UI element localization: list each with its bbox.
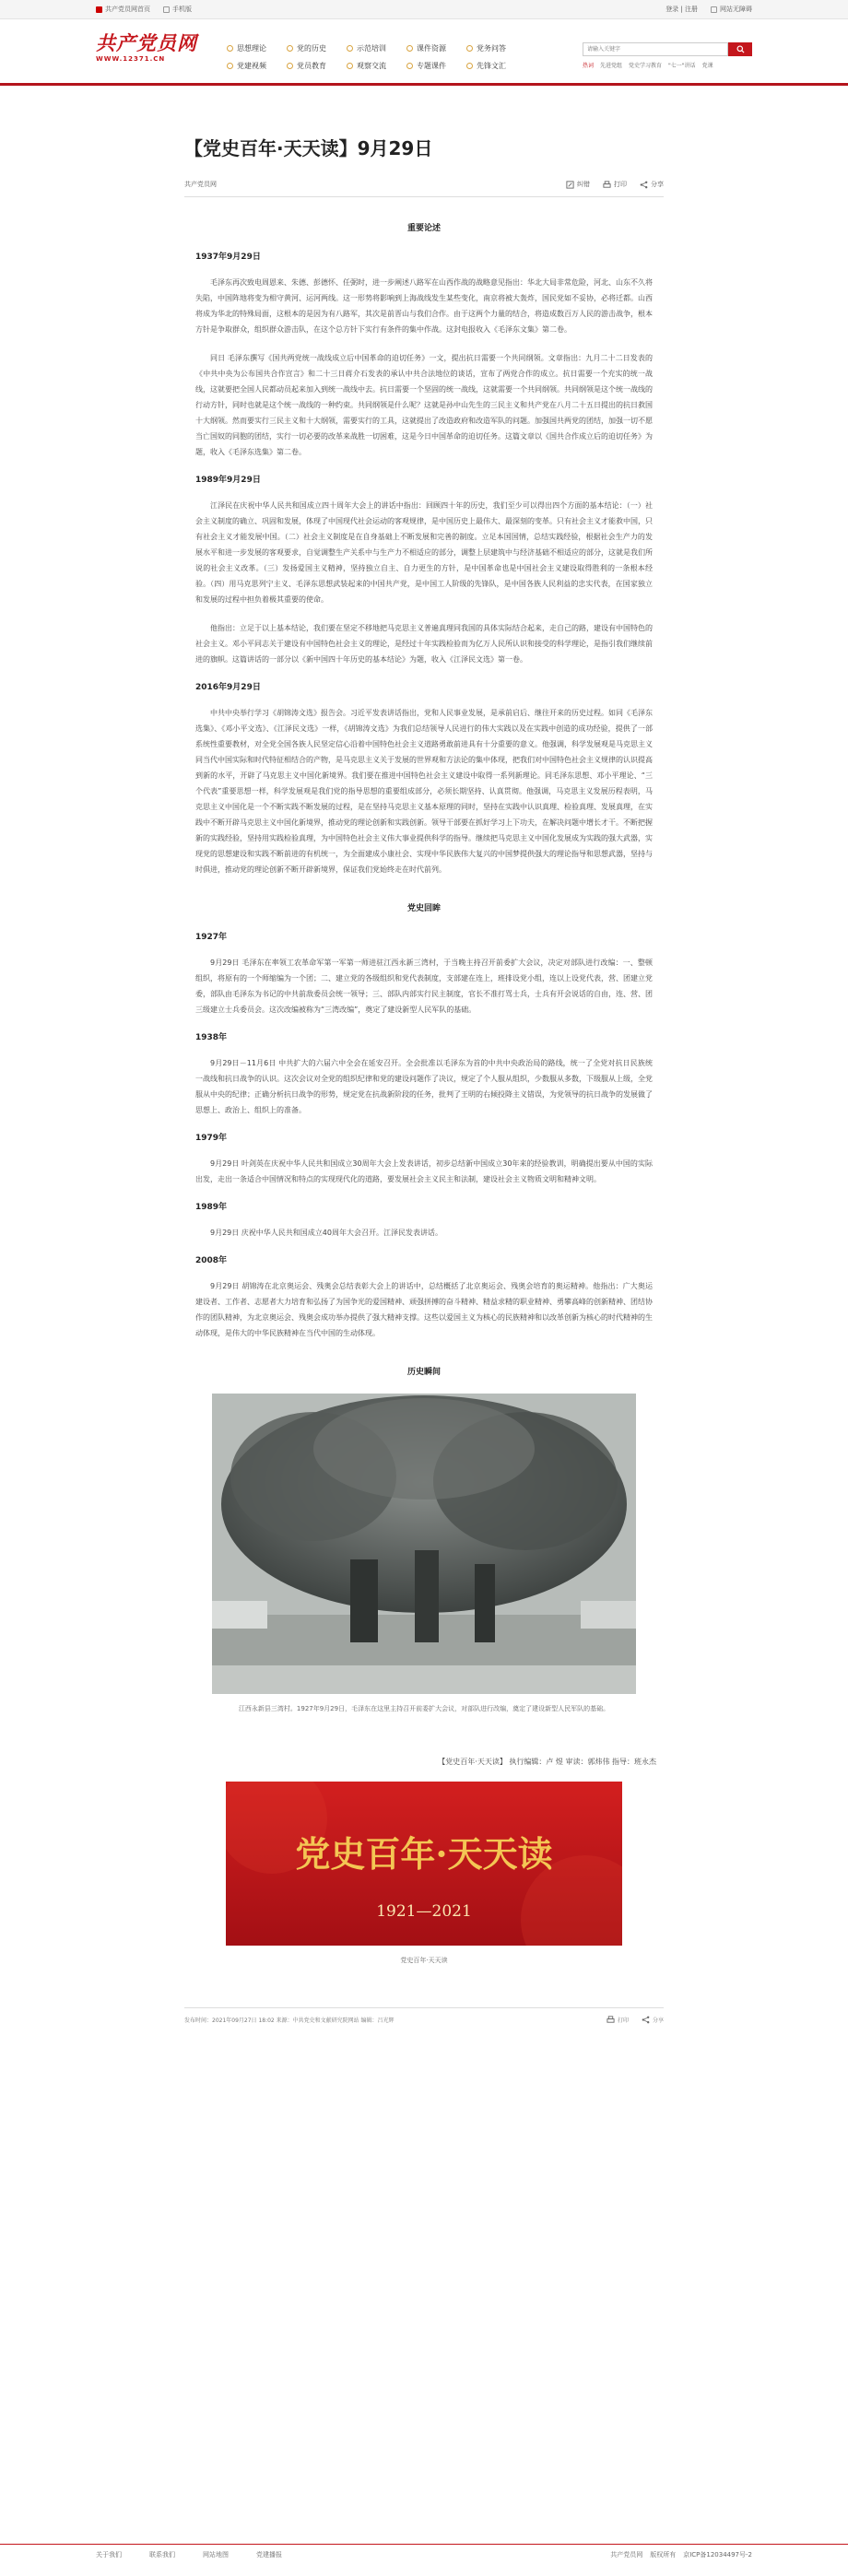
- mobile-link[interactable]: 手机版: [163, 5, 192, 14]
- home-icon: [96, 6, 102, 13]
- article-meta: [184, 180, 664, 197]
- section-heading: 重要论述: [406, 224, 441, 233]
- search-button[interactable]: [728, 42, 752, 56]
- accessibility-icon: [711, 6, 717, 13]
- nav-bullet-icon: [347, 63, 353, 69]
- article-source: 共产党员网: [184, 181, 217, 188]
- date-heading: 1989年9月29日: [195, 476, 261, 485]
- footer-icp[interactable]: 京ICP备12034497号-2: [683, 2551, 752, 2558]
- nav-item[interactable]: 思想理论: [227, 43, 266, 53]
- banner-years: 1921—2021: [376, 1902, 472, 1921]
- nav-bullet-icon: [406, 63, 413, 69]
- print-icon: [603, 181, 611, 189]
- share-button-bottom[interactable]: 分享: [642, 2016, 664, 2024]
- nav-bullet-icon: [227, 45, 233, 52]
- publish-info: 发布时间：2021年09月27日 18:02 来源：中共党史和文献研究院网站 编辑：吕光辉: [184, 2017, 395, 2024]
- nav-item[interactable]: 观察交流: [347, 61, 386, 71]
- search-box: [583, 42, 752, 69]
- mobile-icon: [163, 6, 170, 13]
- footer-link[interactable]: 联系我们: [149, 2551, 175, 2558]
- date-heading: 2008年: [195, 1256, 228, 1265]
- nav-item[interactable]: 课件资源: [406, 43, 446, 53]
- hot-word-link[interactable]: 先进党组: [600, 63, 623, 69]
- footer-link[interactable]: 关于我们: [96, 2551, 122, 2558]
- search-icon: [736, 45, 745, 53]
- editors-line: 【党史百年·天天读】 执行编辑：卢 煜 审读：郭炜伟 指导：班永杰: [438, 1758, 656, 1766]
- footer-copyright: 版权所有: [650, 2551, 677, 2558]
- top-bar: [0, 0, 848, 19]
- banner-caption: 党史百年·天天读: [400, 1957, 448, 1964]
- print-icon: [607, 2016, 615, 2024]
- date-heading: 1989年: [195, 1203, 228, 1212]
- hot-words: 热词 先进党组 党史学习教育 "七一"讲话 党课: [583, 63, 713, 69]
- search-input[interactable]: [583, 42, 728, 56]
- site-header: [0, 19, 848, 86]
- share-button[interactable]: 分享: [640, 180, 664, 189]
- hot-word-link[interactable]: "七一"讲话: [668, 63, 696, 69]
- nav-bullet-icon: [466, 63, 473, 69]
- correction-button[interactable]: 纠错: [566, 180, 590, 189]
- date-heading: 1938年: [195, 1033, 228, 1042]
- nav-item[interactable]: 先锋文汇: [466, 61, 506, 71]
- paragraph: 毛泽东再次致电周恩来、朱德、彭德怀、任弼时，进一步阐述八路军在山西作战的战略意见指出：华北大局非常危险，河北、山东不久将失陷，中国阵地将变为相守黄河、运河两线。这一形势将影响到上海战线发生某些变化，南京将被大轰炸，国民党如不妥协，必将迁都。山西将成为华北的特殊局面，这根本的是因为有八路军，其次是前晋山与我们合作。由于这两个力量的结合，将造成数百万人民的游击战争，根本方针是争取群众，组织群众游击队，在这个总方针下实行有条件的集中作战。这封电报收入《毛泽东文集》第二卷。: [195, 278, 653, 334]
- dangshi-banner: [226, 1782, 622, 1946]
- nav-bullet-icon: [227, 63, 233, 69]
- nav-bullet-icon: [466, 45, 473, 52]
- nav-bullet-icon: [287, 63, 293, 69]
- login-register-link[interactable]: 登录 | 注册: [665, 6, 698, 13]
- nav-bullet-icon: [347, 45, 353, 52]
- nav-item[interactable]: 党务问答: [466, 43, 506, 53]
- footer-site-name: 共产党员网: [610, 2551, 643, 2558]
- paragraph: 9月29日 胡锦涛在北京奥运会、残奥会总结表彰大会上的讲话中，总结概括了北京奥运会、残奥会培育的奥运精神。他指出：广大奥运建设者、工作者、志愿者大力培育和弘扬了为国争光的爱国精神、顽强拼搏的奋斗精神、精益求精的职业精神、勇攀高峰的创新精神、团结协作的团队精神，为北京奥运会、残奥会成功举办提供了强大精神支撑。这些以爱国主义为核心的民族精神和以改革创新为核心的时代精神的生动体现，是伟大的中华民族精神在当代中国的生动体现。: [195, 1282, 653, 1337]
- nav-bullet-icon: [287, 45, 293, 52]
- share-icon: [642, 2016, 650, 2024]
- section-heading: 历史瞬间: [406, 1368, 441, 1377]
- publish-info-bar: [184, 2007, 664, 2024]
- date-heading: 2016年9月29日: [195, 683, 261, 692]
- share-icon: [640, 181, 648, 189]
- accessibility-link[interactable]: 网站无障碍: [711, 5, 752, 14]
- nav-bullet-icon: [406, 45, 413, 52]
- footer-link[interactable]: 网站地图: [203, 2551, 229, 2558]
- date-heading: 1927年: [195, 933, 228, 942]
- nav-item[interactable]: 党的历史: [287, 43, 326, 53]
- home-link[interactable]: 共产党员网首页: [96, 5, 150, 14]
- paragraph: 9月29日 庆祝中华人民共和国成立40周年大会召开。江泽民发表讲话。: [210, 1229, 442, 1237]
- paragraph: 他指出：立足于以上基本结论，我们要在坚定不移地把马克思主义普遍真理同我国的具体实际结合起来，走自己的路，建设有中国特色的社会主义。邓小平同志关于建设有中国特色社会主义的理论，是经过十年实践检验而为亿万人民所认识和接受的科学理论，是指引我们继续前进的旗帜。这篇讲话的一部分以《新中国四十年历史的基本结论》为题，收入《江泽民文选》第一卷。: [195, 624, 653, 664]
- edit-icon: [566, 181, 574, 189]
- print-button[interactable]: 打印: [603, 180, 627, 189]
- article-title: 【党史百年·天天读】9月29日: [184, 137, 433, 159]
- banner-title: 党史百年·天天读: [295, 1833, 553, 1875]
- print-button-bottom[interactable]: 打印: [607, 2016, 629, 2024]
- nav-item[interactable]: 党建视频: [227, 61, 266, 71]
- nav-item[interactable]: 示范培训: [347, 43, 386, 53]
- nav-item[interactable]: 党员教育: [287, 61, 326, 71]
- site-footer: [0, 2544, 848, 2576]
- section-heading: 党史回眸: [406, 904, 441, 913]
- paragraph: 9月29日－11月6日 中共扩大的六届六中全会在延安召开。全会批准以毛泽东为首的中共中央政治局的路线，统一了全党对抗日民族统一战线和抗日战争的认识。这次会议对全党的组织纪律和党的建设问题作了决议，规定了个人服从组织，少数服从多数，下级服从上级，全党服从中央的纪律；正确分析抗日战争的形势，规定党在抗战新阶段的任务，批判了王明的右倾投降主义错误，为党领导的抗日战争的发展做了思想上、政治上、组织上的准备。: [195, 1059, 653, 1114]
- paragraph: 9月29日 叶剑英在庆祝中华人民共和国成立30周年大会上发表讲话，初步总结新中国成立30年来的经验教训，明确提出要从中国的实际出发，走出一条适合中国情况和特点的实现现代化的道路，要发展社会主义民主和法制，建设社会主义物质文明和精神文明。: [195, 1159, 653, 1183]
- date-heading: 1979年: [195, 1134, 228, 1143]
- paragraph: 江泽民在庆祝中华人民共和国成立四十周年大会上的讲话中指出：回顾四十年的历史，我们至少可以得出四个方面的基本结论：（一）社会主义制度的确立、巩固和发展，体现了中国现代社会运动的客观规律，是中国历史上最伟大、最深刻的变革。只有社会主义才能救中国，只有社会主义才能发展中国。（二）社会主义制度是在自身基础上不断发展和完善的制度。立足本国国情，总结实践经验，根据社会生产力的发展水平和进一步发展的客观要求，自觉调整生产关系中与生产力不相适应的部分，调整上层建筑中与经济基础不相适应的部分，这就是我们所说的社会主义改革。（三）发扬爱国主义精神，坚持独立自主、自力更生的方针，是中国革命也是中国社会主义建设取得胜利的一条根本经验。（四）用马克思列宁主义、毛泽东思想武装起来的中国共产党，是中国工人阶级的先锋队，是中国各族人民利益的忠实代表，在国家独立和发展的过程中担负着极其重要的使命。: [195, 501, 653, 604]
- main-nav: [227, 43, 526, 71]
- site-logo[interactable]: 共产党员网 WWW.12371.CN: [96, 31, 197, 63]
- paragraph: 中共中央举行学习《胡锦涛文选》报告会。习近平发表讲话指出，党和人民事业发展，是承前启后、继往开来的历史过程。如同《毛泽东选集》、《邓小平文选》、《江泽民文选》一样，《胡锦涛文选》为我们总结领导人民进行的伟大实践以及在实践中创造的成功经验，提供了一部系统性重要教材，对全党全国各族人民坚定信心沿着中国特色社会主义道路勇敢前进具有十分重要的意义。他强调，科学发展观是马克思主义同当代中国实际和时代特征相结合的产物，是马克思主义关于发展的世界观和方法论的集中体现，把我们对中国特色社会主义规律的认识提高到新的水平，开辟了马克思主义中国化新境界。我们要在推进中国特色社会主义建设中取得一系列新理论。同毛泽东思想、邓小平理论、“三个代表”重要思想一样，科学发展观是我们党的指导思想的重要组成部分，必须长期坚持、认真贯彻。他强调，马克思主义发展历程表明，马克思主义中国化是一个不断实践不断发展的过程，是在坚持马克思主义基本原理的同时，坚持在实践中认识真理、检验真理、发展真理，在实践中不断开辟马克思主义中国化新境界，推动党的理论创新和实践创新。领导干部要在抓好学习上下功夫，在解决问题中增长才干。不断把握新的实践经验，坚持用实践检验真理，为中国特色社会主义伟大事业提供科学的指导。继续把马克思主义中国化发展成为实践的强大武器，实现党的思想建设和实践不断前进的有机统一，为全面建成小康社会、实现中华民族伟大复兴的中国梦提供强大的理论指导和思想武器，坚持与时俱进，推动党的理论创新不断开辟新境界，保证我们党始终走在时代前列。: [195, 709, 653, 874]
- date-heading: 1937年9月29日: [195, 253, 261, 262]
- paragraph: 9月29日 毛泽东在率领工农革命军第一军第一师进驻江西永新三湾村，于当晚主持召开前委扩大会议，决定对部队进行改编：一、整顿组织，将原有的一个师缩编为一个团；二、建立党的各级组织和党代表制度，支部建在连上，班排设党小组，连以上设党代表，营、团建立党委，部队由毛泽东为书记的中共前敌委员会统一领导；三、部队内部实行民主制度，官长不准打骂士兵，士兵有开会说话的自由，连、营、团三级建立士兵委员会。这次改编被称为“三湾改编”，奠定了建设新型人民军队的基础。: [195, 959, 653, 1014]
- sanwan-village-photo: [212, 1394, 636, 1694]
- hot-word-link[interactable]: 党课: [701, 63, 713, 69]
- paragraph: 同日 毛泽东撰写《国共两党统一战线成立后中国革命的迫切任务》一文，提出抗日需要一个共同纲领。文章指出：九月二十二日发表的《中共中央为公布国共合作宣言》和二十三日蒋介石发表的承认中共合法地位的谈话，宣布了两党合作的成立。抗日需要一个充实的统一战线，这就要把全国人民都动员起来加入到统一战线中去。抗日需要一个坚固的统一战线，这就需要一个共同纲领。共同纲领是这个统一战线的行动方针，同时也就是这个统一战线的一种约束。共同纲领是什么呢？这就是孙中山先生的三民主义和共产党在八月二十五日提出的抗日救国十大纲领。然而要实行三民主义和十大纲领，需要实行的工具，这就提出了改造政府和改造军队的问题。加强国共两党的团结，加强一切不愿当亡国奴的同胞的团结，实行一切必要的改革来战胜一切困难，这是今日中国革命的迫切任务。这篇文章以《国共合作成立后的迫切任务》为题，收入《毛泽东选集》第二卷。: [195, 354, 653, 456]
- article-body: [184, 221, 664, 1381]
- nav-item[interactable]: 专题课件: [406, 61, 446, 71]
- footer-link[interactable]: 党建播报: [256, 2551, 282, 2558]
- article: [184, 86, 664, 2024]
- photo-caption: 江西永新县三湾村。1927年9月29日，毛泽东在这里主持召开前委扩大会议，对部队进行改编，奠定了建设新型人民军队的基础。: [238, 1705, 610, 1712]
- hot-word-link[interactable]: 党史学习教育: [629, 63, 663, 69]
